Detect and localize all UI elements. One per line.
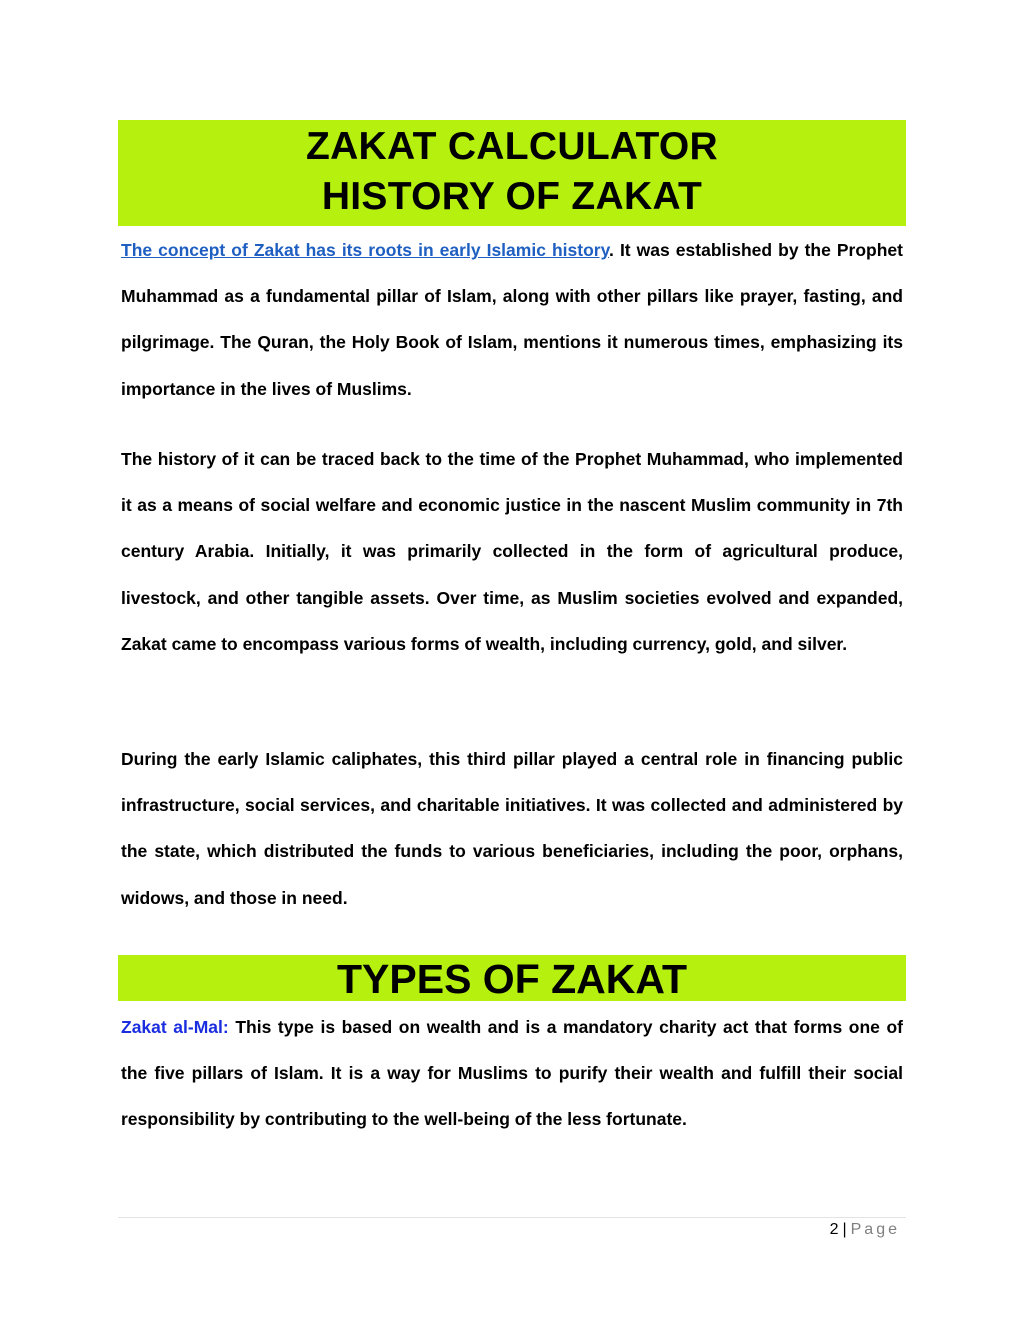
types-banner [118, 955, 906, 1001]
footer-separator: | [842, 1221, 847, 1238]
page-label: Page [850, 1221, 900, 1238]
paragraph-history-origins: The history of it can be traced back to the time of the Prophet Muhammad, who implemented it as a means of social welfare and economic justice in the nascent Muslim community in 7th century Arabia. Initially, it was primarily collected in the form of agricultural produce, livestock, and other tangible assets. Over time, as Muslim societies evolved and expanded, Zakat came to encompass various forms of wealth, including currency, gold, and silver. [121, 449, 903, 654]
title-banner [118, 120, 906, 226]
paragraph-history-intro [121, 227, 903, 412]
footer-divider [118, 1217, 906, 1218]
paragraph-text: This type is based on wealth and is a mandatory charity act that forms one of the five pillars of Islam. It is a way for Muslims to purify their wealth and fulfill their social responsibility by contributing to the well-being of the less fortunate. [121, 1017, 904, 1130]
paragraph-caliphates: During the early Islamic caliphates, this third pillar played a central role in financing public infrastructure, social services, and charitable initiatives. It was collected and administered by the state, which distributed the funds to various beneficiaries, including the poor, orphans, widows, and those in need. [121, 749, 903, 908]
page-number: 2 [829, 1221, 839, 1238]
section-heading-history: HISTORY OF ZAKAT [321, 175, 703, 218]
page-footer [830, 1221, 900, 1239]
paragraph-zakat-al-mal [121, 1004, 903, 1143]
document-title: ZAKAT CALCULATOR [305, 125, 719, 168]
paragraph-text: . It was established by the Prophet Muhammad as a fundamental pillar of Islam, along with other pillars like prayer, fasting, and pilgrimage. The Quran, the Holy Book of Islam, mentions it numerous times, emphasizing its importance in the lives of Muslims. [121, 240, 903, 399]
section-heading-types: TYPES OF ZAKAT [336, 956, 688, 1002]
term-zakat-al-mal: Zakat al-Mal: [121, 1017, 229, 1037]
history-link[interactable]: The concept of Zakat has its roots in early Islamic history [121, 240, 610, 260]
